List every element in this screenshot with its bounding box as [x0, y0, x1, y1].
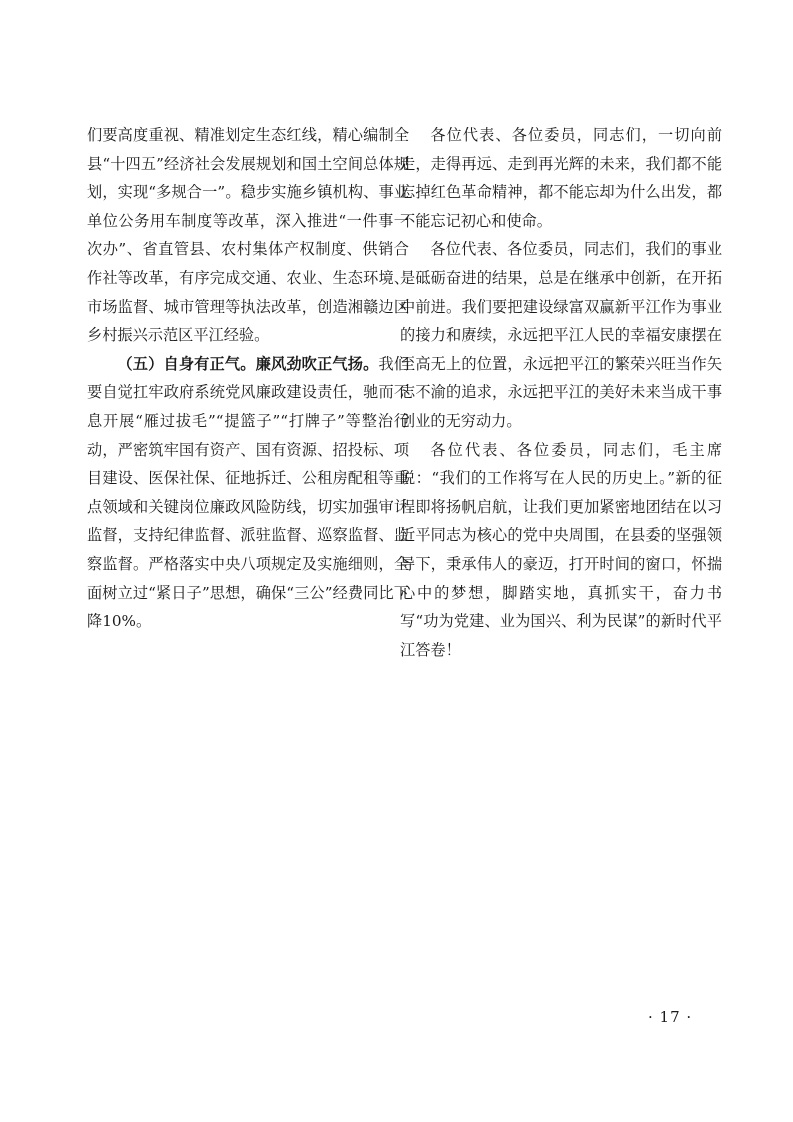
paragraph-integrity-body: 我们要自觉扛牢政府系统党风廉政建设责任，驰而不息开展“雁过拔毛”“提篮子”“打牌子”等整治行动，严密筑牢国有资产、国有资源、招投标、项目建设、医保社保、征地拆迁、公租房配租等重点领域和关键岗位廉政风险防线，切实加强审计监督，支持纪律监督、派驻监督、巡察监督、监察监督。严格落实中央八项规定及实施细则，全面树立过“紧日子”思想，确保“三公”经费同比下降10%。	[87, 354, 410, 631]
right-column	[400, 121, 722, 664]
paragraph-cause: 各位代表、各位委员，同志们，我们的事业是砥砺奋进的结果，总是在继承中创新，在开拓中前进。我们要把建设绿富双赢新平江作为事业的接力和赓续，永远把平江人民的幸福安康摆在至高无上的位置，永远把平江的繁荣兴旺当作矢志不渝的追求，永远把平江的美好未来当成干事创业的无穷动力。	[400, 240, 722, 430]
paragraph-reform-continuation: 们要高度重视、精准划定生态红线，精心编制全县“十四五”经济社会发展规划和国土空间总体规划，实现“多规合一”。稳步实施乡镇机构、事业单位公务用车制度等改革，深入推进“一件事一次办”、省直管县、农村集体产权制度、供销合作社等改革，有序完成交通、农业、生态环境、市场监督、城市管理等执法改革，创造湘赣边区乡村振兴示范区平江经验。	[87, 126, 409, 345]
paragraph-closing: 各位代表、各位委员，同志们，毛主席说：“我们的工作将写在人民的历史上。”新的征程即将扬帆启航，让我们更加紧密地团结在以习近平同志为核心的党中央周围，在县委的坚强领导下，秉承伟人的豪迈，打开时间的窗口，怀揣心中的梦想，脚踏实地，真抓实干，奋力书写“功为党建、业为国兴、利为民谋”的新时代平江答卷！	[400, 440, 722, 659]
page-number: · 17 ·	[648, 1008, 693, 1026]
paragraph-integrity	[87, 350, 409, 636]
section-heading-integrity: （五）自身有正气。廉风劲吹正气扬。	[117, 354, 379, 373]
paragraph-red-spirit: 各位代表、各位委员，同志们，一切向前走，走得再远、走到再光辉的未来，我们都不能忘掉红色革命精神，都不能忘却为什么出发，都不能忘记初心和使命。	[400, 126, 722, 230]
left-column	[87, 121, 409, 636]
